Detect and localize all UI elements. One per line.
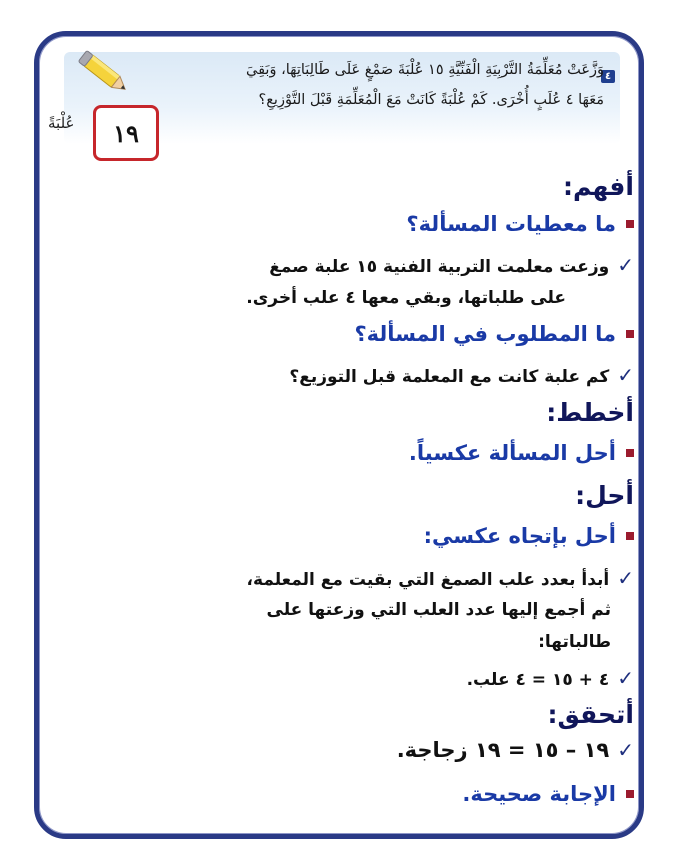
bullet-square-icon [626, 449, 634, 457]
solve-line-1: أبدأ بعدد علب الصمغ التي بقيت مع المعلمة، [246, 570, 610, 590]
solve-equation: ٤ + ١٥ = ٤ علب. [466, 670, 610, 690]
check-icon: ✓ [617, 738, 634, 762]
given-question: ما معطيات المسألة؟ [406, 212, 616, 236]
solve-equation-row [467, 666, 634, 690]
solve-item-row [424, 524, 634, 548]
solve-line-3: طالباتها: [538, 632, 611, 652]
given-line-1: وزعت معلمت التربية الفنية ١٥ علبة صمغ [269, 257, 610, 277]
correct-row [462, 782, 634, 806]
required-line-row [289, 363, 634, 387]
required-line: كم علبة كانت مع المعلمة قبل التوزيع؟ [289, 367, 610, 387]
required-question-row [355, 322, 635, 346]
given-line-2: على طلباتها، وبقي معها ٤ علب أخرى. [246, 288, 566, 308]
required-question: ما المطلوب في المسألة؟ [354, 322, 616, 346]
given-question-row [406, 212, 634, 236]
answer-box[interactable]: ١٩ [93, 105, 159, 161]
given-line-1-row [269, 253, 634, 277]
bullet-square-icon [626, 790, 634, 798]
check-equation: ١٩ – ١٥ = ١٩ زجاجة. [396, 738, 610, 762]
check-icon: ✓ [617, 566, 634, 590]
bullet-square-icon [626, 220, 634, 228]
heading-solve: أحل: [575, 481, 634, 510]
check-equation-row [397, 738, 634, 762]
bullet-square-icon [626, 532, 634, 540]
question-number: ٤ [601, 70, 615, 83]
heading-plan: أخطط: [546, 398, 634, 427]
solve-item: أحل بإتجاه عكسي: [423, 524, 616, 548]
question-line-1: وَزَّعَتْ مُعَلِّمَةُ التَّرْبِيَةِ الْفَنِّيَّةِ ١٥ عُلْبَةَ صَمْغٍ عَلَى طَالِبَاتِهَا، وَبَقِيَ [246, 62, 604, 78]
plan-item: أحل المسألة عكسياً. [408, 441, 616, 465]
plan-item-row [409, 441, 634, 465]
heading-understand: أفهم: [562, 172, 634, 201]
check-icon: ✓ [617, 666, 634, 690]
answer-unit: عُلْبَةً [48, 114, 75, 132]
heading-check: أتحقق: [547, 700, 634, 729]
correct-statement: الإجابة صحيحة. [462, 782, 616, 806]
check-icon: ✓ [617, 253, 634, 277]
question-line-2: مَعَهَا ٤ عُلَبٍ أُخْرَى. كَمْ عُلْبَةً كَانَتْ مَعَ الْمُعَلِّمَةِ قَبْلَ التَّوْزِيعِ؟ [258, 92, 604, 108]
solve-line-1-row [247, 566, 634, 590]
pencil-icon [76, 50, 132, 98]
solve-line-2: ثم أجمع إليها عدد العلب التي وزعتها على [266, 600, 611, 620]
check-icon: ✓ [617, 363, 634, 387]
bullet-square-icon [626, 330, 634, 338]
